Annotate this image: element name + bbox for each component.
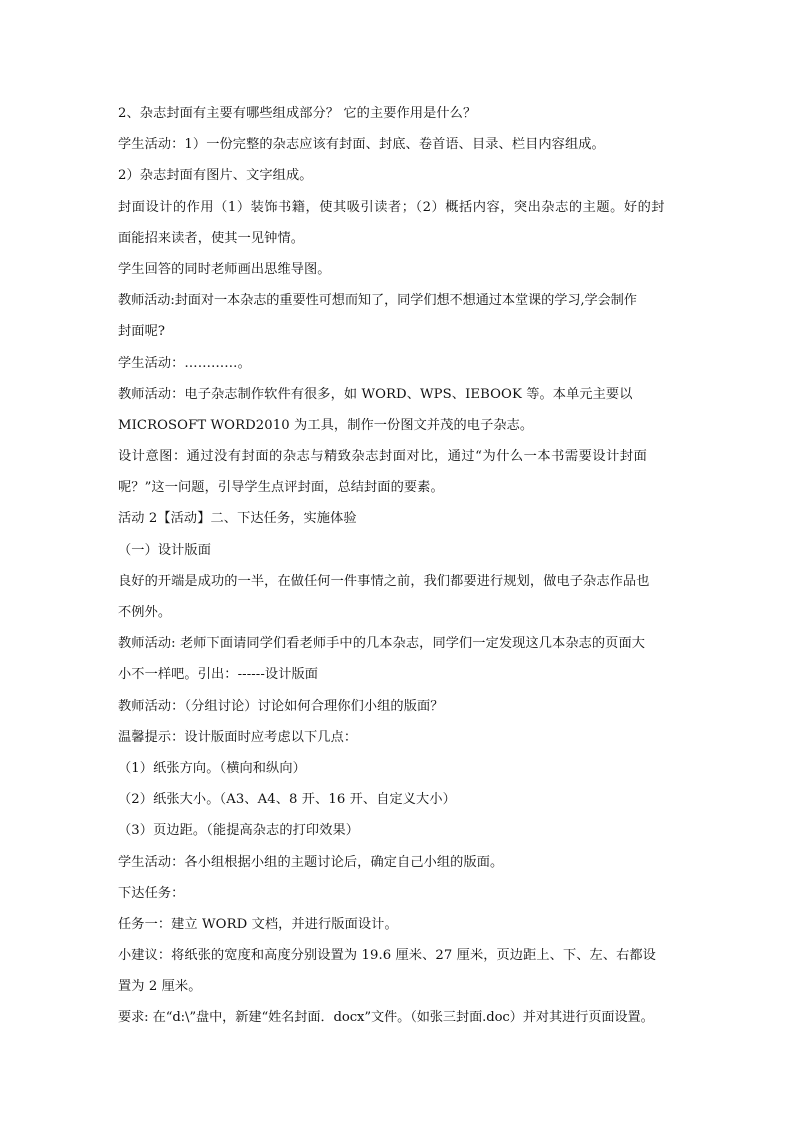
document-body <box>118 98 678 1034</box>
paragraph-line: 呢？”这一问题，引导学生点评封面，总结封面的要素。 <box>118 480 444 496</box>
task-one-line: 任务一：建立 WORD 文档，并进行版面设计。 <box>118 916 398 932</box>
tip-item: （2）纸张大小。（A3、A4、8 开、16 开、自定义大小） <box>118 792 456 808</box>
paragraph-line: 封面呢? <box>118 324 166 340</box>
student-activity-line: 学生活动：…………。 <box>118 355 251 371</box>
cover-design-purpose-line: 封面设计的作用（1）装饰书籍，使其吸引读者；（2）概括内容，突出杂志的主题。好的封 <box>118 199 666 215</box>
design-intent-line: 设计意图：通过没有封面的杂志与精致杂志封面对比，通过“为什么一本书需要设计封面 <box>118 449 648 465</box>
teacher-activity-line: 教师活动：电子杂志制作软件有很多，如 WORD、WPS、IEBOOK 等。本单元主要以 <box>118 386 633 402</box>
tip-heading: 温馨提示：设计版面时应考虑以下几点： <box>118 729 358 745</box>
teacher-activity-line: 教师活动: 老师下面请同学们看老师手中的几本杂志，同学们一定发现这几本杂志的页面大 <box>118 636 646 652</box>
paragraph-line: 面能招来读者，使其一见钟情。 <box>118 230 305 246</box>
activity-heading: 活动 2【活动】二、下达任务，实施体验 <box>118 511 357 527</box>
paragraph-line: MICROSOFT WORD2010 为工具，制作一份图文并茂的电子杂志。 <box>118 417 534 433</box>
question-heading: 2、杂志封面有主要有哪些组成部分？ 它的主要作用是什么？ <box>118 106 477 121</box>
section-heading: （一）设计版面 <box>118 542 212 558</box>
student-activity-line: 学生活动：各小组根据小组的主题讨论后，确定自己小组的版面。 <box>118 854 504 870</box>
paragraph-line: 小不一样吧。引出：------设计版面 <box>118 667 319 683</box>
paragraph-line: 不例外。 <box>118 605 172 620</box>
tip-item: （3）页边距。（能提高杂志的打印效果） <box>118 823 360 839</box>
student-activity-line: 学生活动：1）一份完整的杂志应该有封面、封底、卷首语、目录、栏目内容组成。 <box>118 137 605 153</box>
tip-item: （1）纸张方向。（横向和纵向） <box>118 760 306 776</box>
paragraph-line: 置为 2 厘米。 <box>118 979 202 995</box>
paragraph-line: 2）杂志封面有图片、文字组成。 <box>118 168 313 184</box>
suggestion-line: 小建议：将纸张的宽度和高度分别设置为 19.6 厘米、27 厘米，页边距上、下、左、右都设 <box>118 948 656 964</box>
requirement-line: 要求: 在“d:\”盘中，新建“姓名封面．docx”文件。（如张三封面.doc）并对其进行页面设置。 <box>118 1010 654 1026</box>
paragraph-line: 良好的开端是成功的一半，在做任何一件事情之前，我们都要进行规划，做电子杂志作品也 <box>118 573 650 589</box>
teacher-activity-line: 教师活动：（分组讨论）讨论如何合理你们小组的版面？ <box>118 698 444 714</box>
teacher-activity-line: 教师活动:封面对一本杂志的重要性可想而知了，同学们想不想通过本堂课的学习,学会制作 <box>118 293 637 309</box>
task-heading: 下达任务： <box>118 885 185 901</box>
paragraph-line: 学生回答的同时老师画出思维导图。 <box>118 261 331 277</box>
